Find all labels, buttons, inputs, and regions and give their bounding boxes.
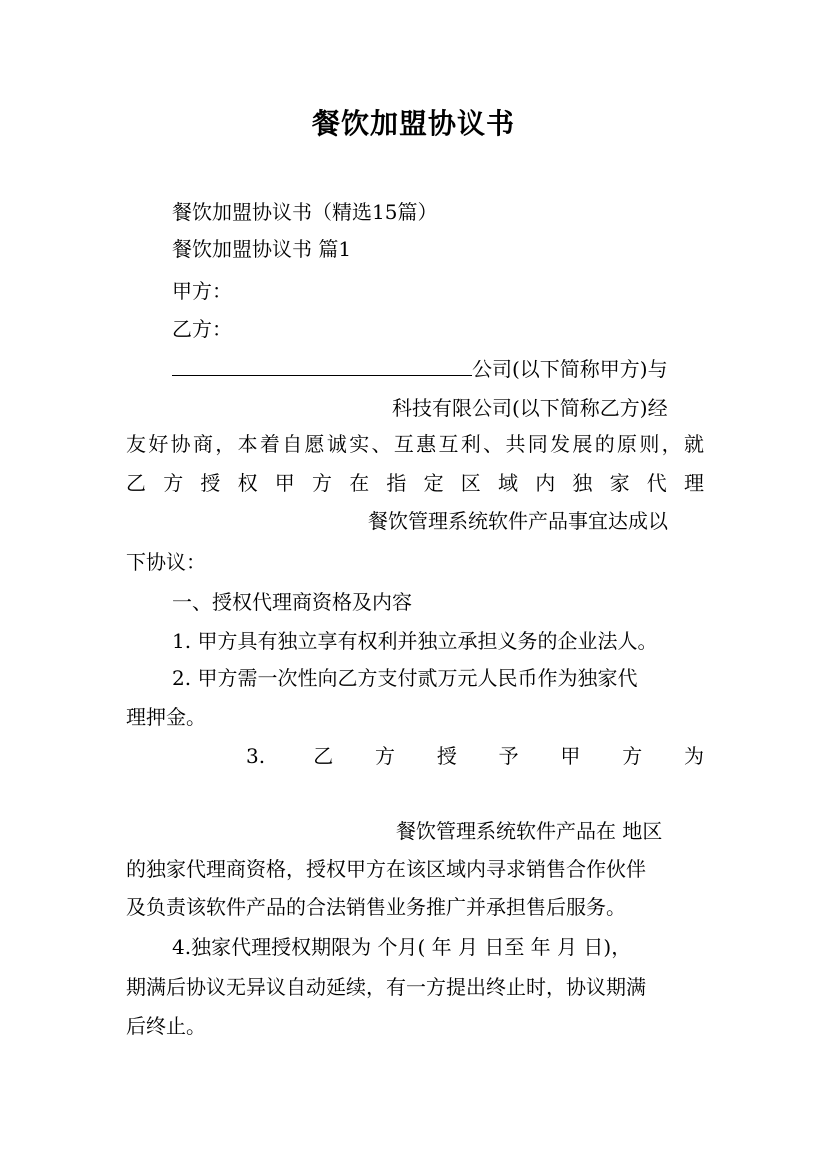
paragraph-text: 公司(以下简称甲方)与 bbox=[472, 357, 668, 381]
paragraph-line: 餐饮管理系统软件产品事宜达成以 bbox=[368, 509, 668, 533]
paragraph-line: 餐饮管理系统软件产品在 地区 bbox=[396, 819, 663, 843]
paragraph-line: 乙方： bbox=[172, 317, 232, 341]
paragraph-line: 3. 乙方授予甲方为 bbox=[246, 744, 704, 768]
paragraph-line: 1. 甲方具有独立享有权利并独立承担义务的企业法人。 bbox=[172, 629, 658, 653]
paragraph-line: 乙方授权甲方在指定区域内独家代理 bbox=[126, 471, 704, 495]
paragraph-line: 及负责该软件产品的合法销售业务推广并承担售后服务。 bbox=[126, 895, 626, 919]
paragraph-line: 友好协商，本着自愿诚实、互惠互利、共同发展的原则，就 bbox=[126, 432, 704, 456]
document-title: 餐饮加盟协议书 bbox=[311, 107, 515, 140]
paragraph-line: 理押金。 bbox=[126, 705, 206, 729]
paragraph-line bbox=[172, 355, 668, 383]
paragraph-line: 一、授权代理商资格及内容 bbox=[172, 590, 412, 614]
paragraph-line: 甲方： bbox=[172, 279, 232, 303]
paragraph-line: 餐饮加盟协议书 篇1 bbox=[172, 237, 352, 261]
paragraph-line: 下协议： bbox=[126, 550, 206, 574]
blank-underline bbox=[172, 357, 472, 376]
paragraph-line: 期满后协议无异议自动延续，有一方提出终止时，协议期满 bbox=[126, 975, 646, 999]
paragraph-line: 2. 甲方需一次性向乙方支付贰万元人民币作为独家代 bbox=[172, 666, 638, 690]
paragraph-line: 后终止。 bbox=[126, 1014, 206, 1038]
paragraph-line: 4.独家代理授权期限为 个月( 年 月 日至 年 月 日)， bbox=[172, 935, 632, 959]
paragraph-line: 科技有限公司(以下简称乙方)经 bbox=[392, 396, 668, 420]
paragraph-line: 的独家代理商资格，授权甲方在该区域内寻求销售合作伙伴 bbox=[126, 857, 646, 881]
paragraph-line: 餐饮加盟协议书（精选15篇） bbox=[172, 200, 438, 224]
